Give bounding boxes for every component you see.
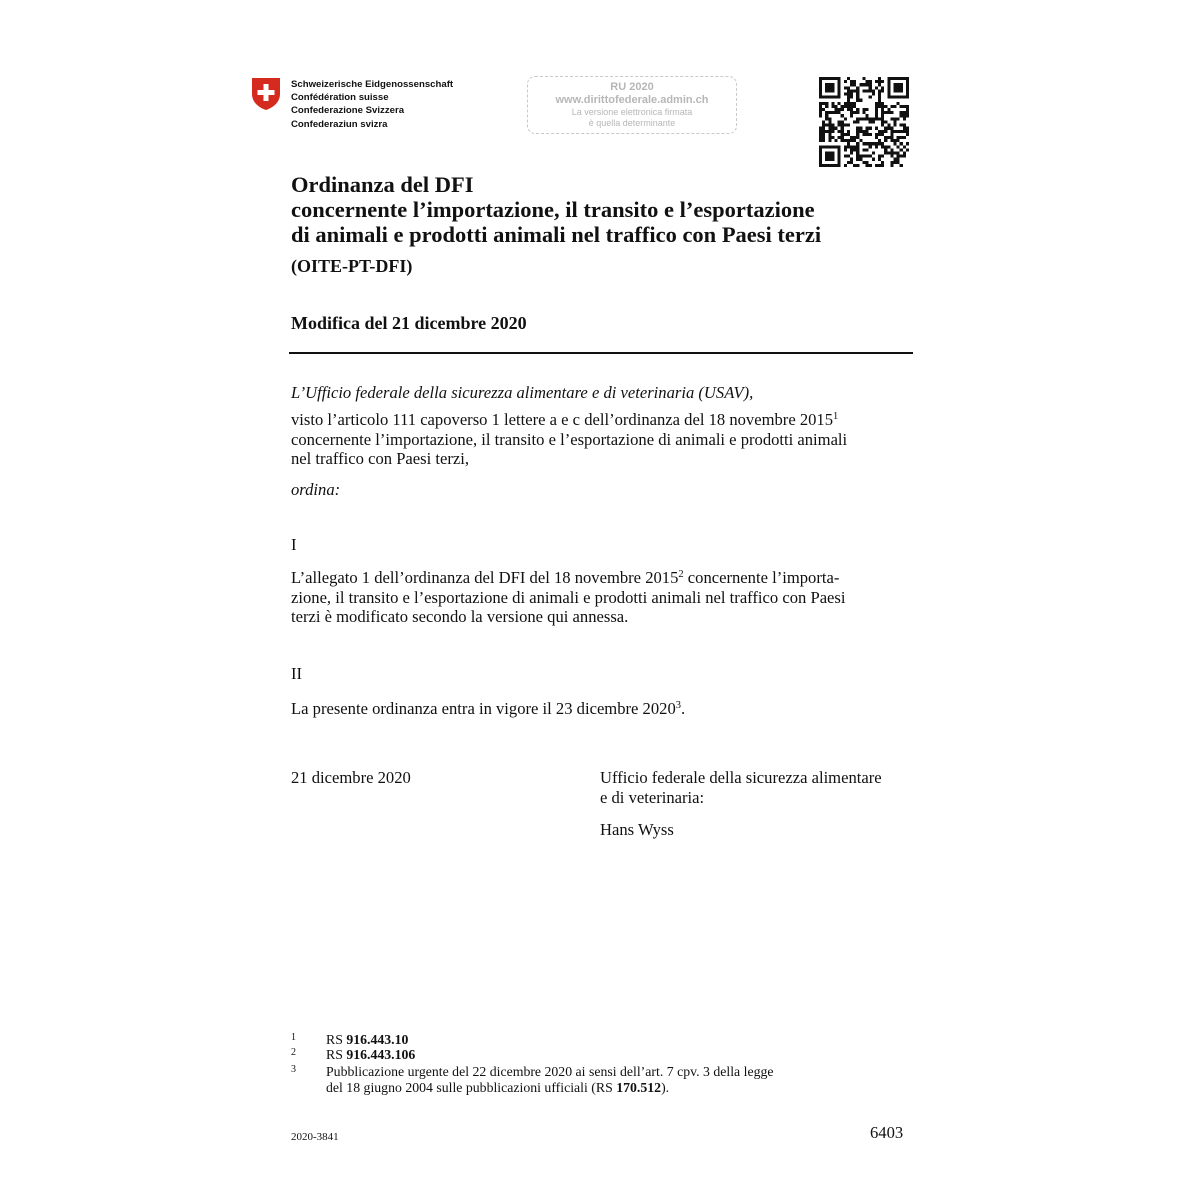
confederation-de: Schweizerische Eidgenossenschaft [291, 79, 454, 90]
document-title [291, 172, 821, 247]
stamp-ru: RU 2020 [610, 81, 654, 93]
footnote-3-line-2: del 18 giugno 2004 sulle pubblicazioni ufficiali (RS 170.512). [326, 1080, 670, 1095]
stamp-note-1: La versione elettronica firmata [571, 107, 693, 117]
signature-office-line-2: e di veterinaria: [600, 787, 705, 807]
footnote-1-text: RS 916.443.10 [326, 1032, 409, 1047]
stamp-note-2: è quella determinante [588, 118, 676, 128]
signature-office-line-1: Ufficio federale della sicurezza alimentare [600, 768, 882, 787]
preamble-visto [291, 410, 913, 469]
footnote-2-number: 2 [291, 1047, 296, 1058]
signature-office [600, 768, 882, 807]
confederation-fr: Confédération suisse [291, 92, 389, 104]
section-2-text: La presente ordinanza entra in vigore il 23 dicembre 2020$^3$. [291, 699, 686, 718]
section-1-line-1: L’allegato 1 dell’ordinanza del DFI del 18 novembre 2015$^2$ concernente l’importa- [291, 568, 840, 587]
confederation-it: Confederazione Svizzera [291, 105, 405, 117]
signer-name: Hans Wyss [600, 820, 674, 839]
footnote-3-line-1: Pubblicazione urgente del 22 dicembre 2020 ai sensi dell’art. 7 cpv. 3 della legge [326, 1064, 774, 1079]
footnote-ref-3[interactable]: 3 [675, 700, 681, 711]
confederation-names [291, 78, 453, 131]
preamble-visto-line-1: visto l’articolo 111 capoverso 1 lettere a e c dell’ordinanza del 18 novembre 2015$^1$ [291, 410, 839, 429]
section-1-text [291, 568, 913, 627]
electronic-version-stamp [527, 76, 737, 134]
preamble-visto-line-3: nel traffico con Paesi terzi, [291, 449, 470, 468]
preamble-visto-line-2: concernente l’importazione, il transito e l’esportazione di animali e prodotti animali [291, 429, 848, 449]
footnote-3-number: 3 [291, 1064, 296, 1075]
footnote-ref-1[interactable]: 1 [833, 411, 839, 422]
swiss-coat-of-arms-icon [251, 77, 281, 111]
section-1-line-2: zione, il transito e l’esportazione di animali e prodotti animali nel traffico con Paesi [291, 587, 846, 607]
section-1-heading: I [291, 535, 297, 554]
footnote-1-number: 1 [291, 1032, 296, 1043]
title-line-1: Ordinanza del DFI [291, 172, 474, 197]
document-id: 2020-3841 [291, 1131, 339, 1143]
title-abbreviation: (OITE-PT-DFI) [291, 256, 413, 276]
title-divider [289, 352, 913, 354]
title-line-2: concernente l’importazione, il transito e l’esportazione [291, 197, 815, 222]
preamble-ordina: ordina: [291, 480, 341, 499]
qr-code-icon[interactable] [819, 77, 909, 167]
footnote-2-text: RS 916.443.106 [326, 1047, 416, 1062]
stamp-url: www.dirittofederale.admin.ch [555, 94, 709, 106]
footnote-ref-2[interactable]: 2 [678, 569, 684, 580]
title-line-3: di animali e prodotti animali nel traffico con Paesi terzi [291, 222, 822, 247]
amendment-date: Modifica del 21 dicembre 2020 [291, 313, 527, 333]
section-1-line-3: terzi è modificato secondo la versione qui annessa. [291, 607, 629, 626]
preamble-authority: L’Ufficio federale della sicurezza alimentare e di veterinaria (USAV), [291, 383, 754, 402]
signature-date: 21 dicembre 2020 [291, 768, 411, 787]
confederation-rm: Confederaziun svizra [291, 118, 388, 130]
section-2-heading: II [291, 664, 303, 683]
page-number: 6403 [870, 1123, 904, 1142]
